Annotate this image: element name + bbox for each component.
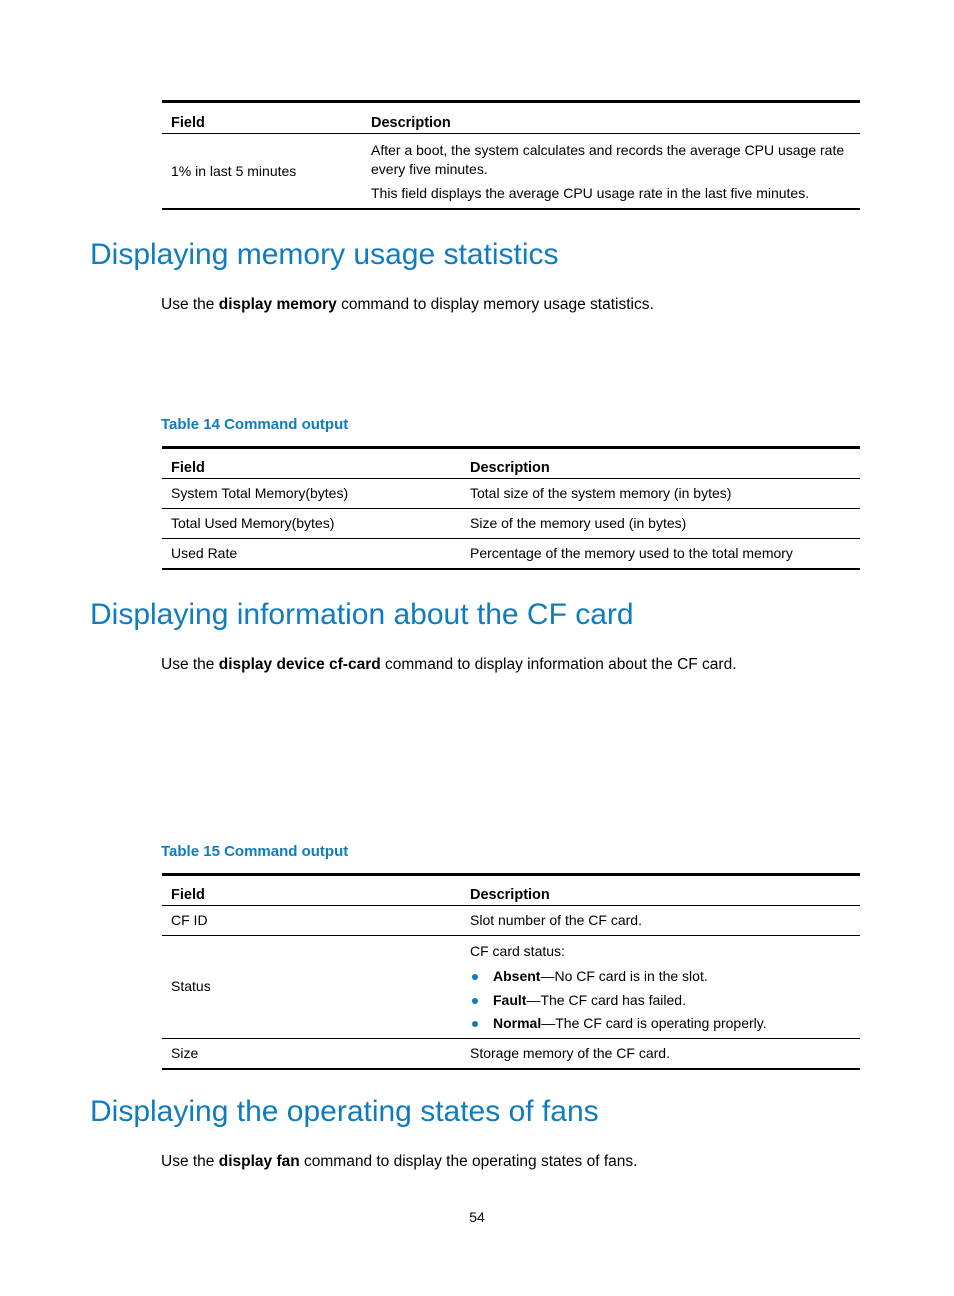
description-cell: Total size of the system memory (in bytes) <box>461 479 860 509</box>
description-cell: Percentage of the memory used to the total memory <box>461 539 860 570</box>
description-paragraph: This field displays the average CPU usage rate in the last five minutes. <box>371 185 810 201</box>
table-row <box>162 1038 860 1069</box>
description-cell: Slot number of the CF card. <box>461 906 860 936</box>
section-heading-memory: Displaying memory usage statistics <box>90 238 559 271</box>
table-row <box>162 539 860 570</box>
table-row <box>162 936 860 1039</box>
bullet-icon <box>472 974 478 980</box>
body-text-cf-card <box>161 656 737 674</box>
body-text-memory <box>161 296 654 314</box>
body-text-prefix: Use the <box>161 296 219 313</box>
column-header-field: Field <box>162 448 461 479</box>
status-term: Absent <box>493 968 541 984</box>
column-header-description: Description <box>362 102 860 134</box>
status-text: —The CF card has failed. <box>526 991 686 1008</box>
description-cell: Size of the memory used (in bytes) <box>461 509 860 539</box>
field-cell: Size <box>162 1038 461 1069</box>
description-paragraph: After a boot, the system calculates and records the average CPU usage rate every five minutes. <box>371 142 845 177</box>
body-text-prefix: Use the <box>161 1153 219 1170</box>
status-term: Normal <box>493 1015 542 1031</box>
field-cell: Status <box>162 936 461 1039</box>
description-cell: Storage memory of the CF card. <box>461 1038 860 1069</box>
list-item <box>470 1012 851 1036</box>
section-heading-cf-card: Displaying information about the CF card <box>90 598 634 631</box>
table-row <box>162 906 860 936</box>
body-text-suffix: command to display memory usage statistics. <box>336 296 654 313</box>
command-name: display memory <box>218 296 337 313</box>
status-intro: CF card status: <box>470 943 565 959</box>
page-number: 54 <box>469 1209 485 1225</box>
command-name: display fan <box>218 1153 300 1170</box>
bullet-icon <box>472 998 478 1004</box>
status-bullet-list <box>470 965 851 1036</box>
list-item <box>470 965 851 989</box>
bullet-icon <box>472 1021 478 1027</box>
field-cell: System Total Memory(bytes) <box>162 479 461 509</box>
cpu-usage-table <box>162 100 860 210</box>
body-text-prefix: Use the <box>161 656 219 673</box>
column-header-field: Field <box>162 875 461 906</box>
table-row <box>162 134 860 210</box>
body-text-fans <box>161 1153 637 1171</box>
memory-command-output-table <box>162 446 860 570</box>
table-row <box>162 509 860 539</box>
table-caption: Table 14 Command output <box>161 416 349 433</box>
body-text-suffix: command to display the operating states of fans. <box>299 1153 638 1170</box>
description-cell <box>461 936 860 1039</box>
field-cell: Used Rate <box>162 539 461 570</box>
body-text-suffix: command to display information about the CF card. <box>380 656 737 673</box>
status-term: Fault <box>493 991 527 1008</box>
list-item <box>470 989 851 1013</box>
field-cell: CF ID <box>162 906 461 936</box>
command-name: display device cf-card <box>218 656 381 673</box>
status-text: —No CF card is in the slot. <box>540 968 708 984</box>
field-cell: 1% in last 5 minutes <box>162 134 362 210</box>
cf-card-command-output-table <box>162 873 860 1070</box>
status-text: —The CF card is operating properly. <box>541 1015 767 1031</box>
description-cell <box>362 134 860 210</box>
field-cell: Total Used Memory(bytes) <box>162 509 461 539</box>
column-header-description: Description <box>461 875 860 906</box>
table-caption: Table 15 Command output <box>161 843 349 860</box>
column-header-description: Description <box>461 448 860 479</box>
section-heading-fans: Displaying the operating states of fans <box>90 1095 599 1128</box>
table-row <box>162 479 860 509</box>
column-header-field: Field <box>162 102 362 134</box>
